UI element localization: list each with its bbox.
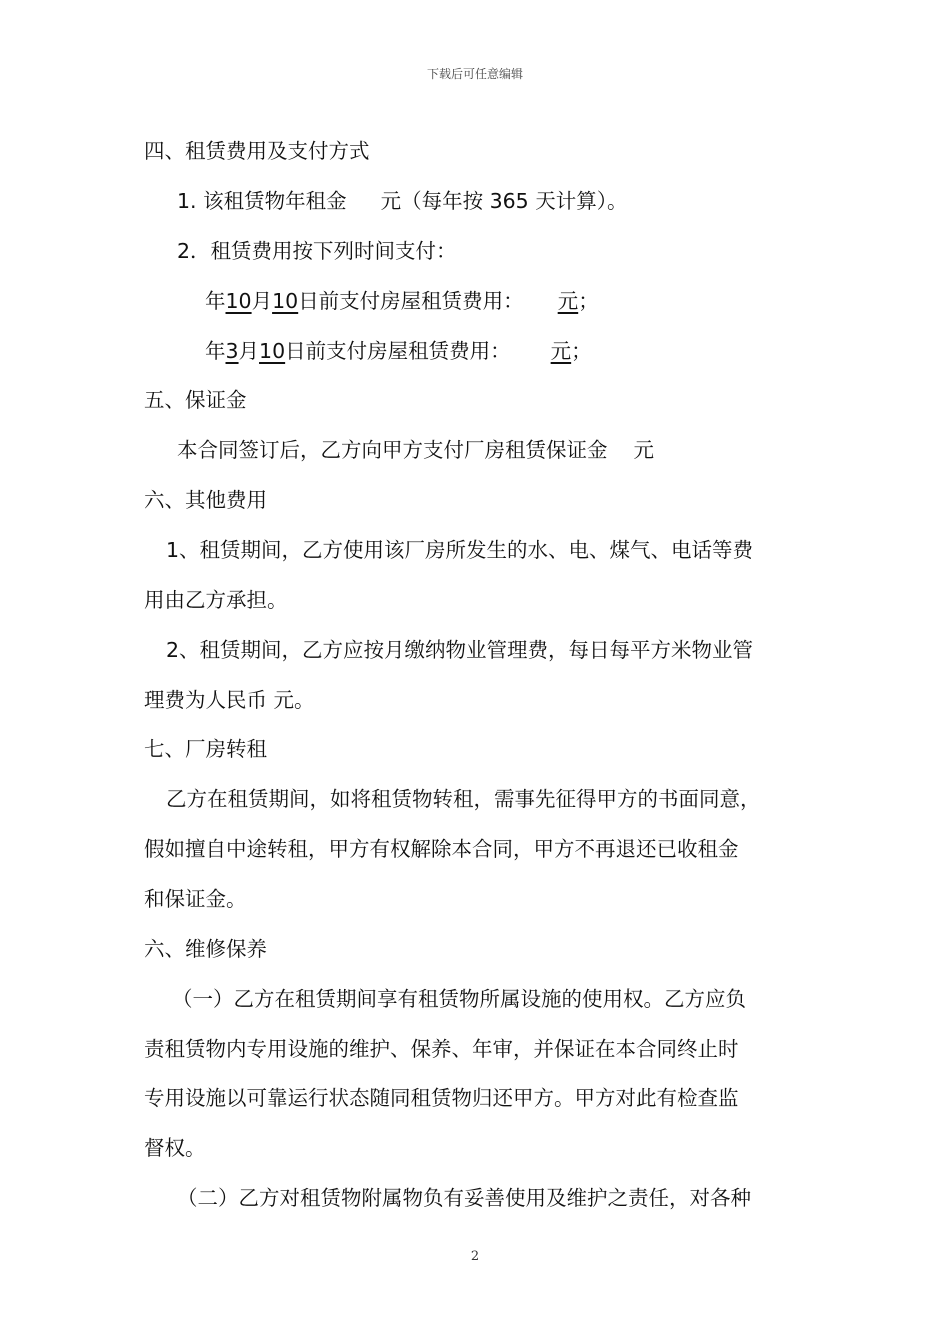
section-4-title: 四、租赁费用及支付方式 [144, 139, 370, 163]
payment-1-day: 10 [272, 289, 299, 313]
payment-row-2: 年3月10日前支付房屋租赁费用： 元； [205, 339, 592, 363]
section-7-title: 七、厂房转租 [144, 737, 267, 761]
maintenance-title: 六、维修保养 [144, 937, 267, 961]
maintenance-p2-line-1: （二）乙方对租赁物附属物负有妥善使用及维护之责任，对各种 [177, 1186, 751, 1210]
section-6-item-2-line-2: 理费为人民币 元。 [144, 688, 315, 712]
payment-1-month: 10 [225, 289, 252, 313]
annual-rent-unit: 元（每年按 365 天计算）。 [380, 189, 628, 213]
payment-2-month: 3 [225, 339, 239, 363]
section-6-item-2-line-1: 2、租赁期间，乙方应按月缴纳物业管理费，每日每平方米物业管 [166, 638, 754, 662]
page-header-note: 下载后可任意编辑 [426, 67, 523, 81]
maintenance-p1-line-4: 督权。 [144, 1136, 206, 1160]
section-4-item-2: 2．租赁费用按下列时间支付： [177, 239, 457, 263]
section-6-item-1-line-1: 1、租赁期间，乙方使用该厂房所发生的水、电、煤气、电话等费 [166, 538, 754, 562]
annual-rent-label: 1. 该租赁物年租金 [177, 189, 347, 213]
payment-2-amount: 元 [550, 339, 572, 363]
maintenance-p1-line-2: 责租赁物内专用设施的维护、保养、年审，并保证在本合同终止时 [144, 1037, 739, 1061]
maintenance-p1-line-1: （一）乙方在租赁期间享有租赁物所属设施的使用权。乙方应负 [172, 987, 746, 1011]
section-7-line-3: 和保证金。 [144, 887, 247, 911]
payment-1-amount: 元 [557, 289, 579, 313]
section-5-title: 五、保证金 [144, 388, 247, 412]
payment-row-1: 年10月10日前支付房屋租赁费用： 元； [205, 289, 599, 313]
section-4-item-1 [177, 186, 857, 216]
section-5-text: 本合同签订后，乙方向甲方支付厂房租赁保证金 元 [177, 438, 654, 462]
page-number: 2 [470, 1249, 480, 1264]
payment-2-day: 10 [259, 339, 286, 363]
section-7-line-1: 乙方在租赁期间，如将租赁物转租，需事先征得甲方的书面同意， [166, 787, 761, 811]
maintenance-p1-line-3: 专用设施以可靠运行状态随同租赁物归还甲方。甲方对此有检查监 [144, 1086, 739, 1110]
section-6-item-1-line-2: 用由乙方承担。 [144, 588, 288, 612]
section-6-title: 六、其他费用 [144, 488, 267, 512]
section-7-line-2: 假如擅自中途转租，甲方有权解除本合同，甲方不再退还已收租金 [144, 837, 739, 861]
